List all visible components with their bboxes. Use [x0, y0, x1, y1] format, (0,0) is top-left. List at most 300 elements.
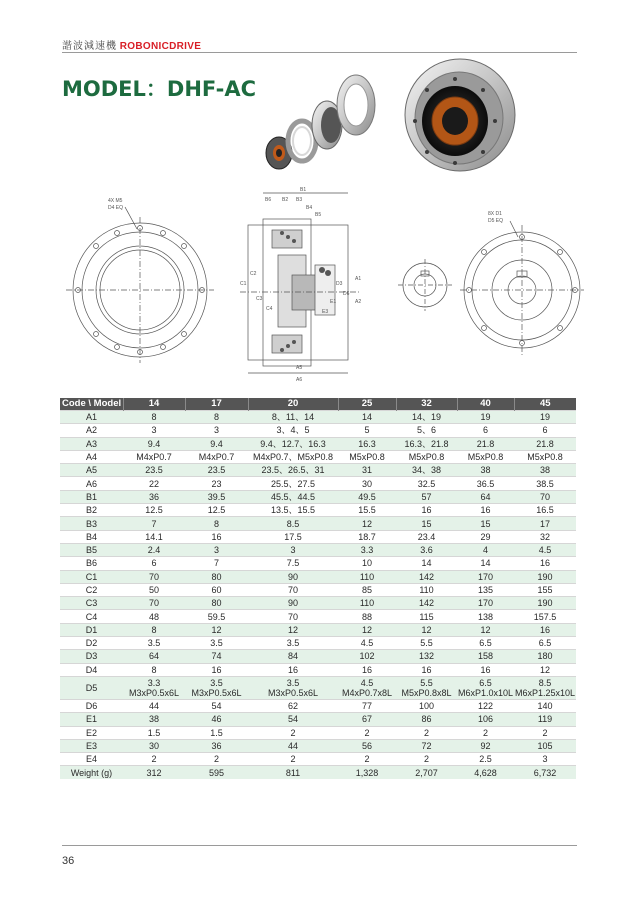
table-cell: 36.5 [457, 477, 514, 490]
table-cell: 32.5 [396, 477, 457, 490]
table-cell: 12.5 [123, 504, 185, 517]
row-label: D6 [60, 699, 123, 712]
front-view-left [66, 198, 214, 363]
table-cell: 31 [338, 464, 396, 477]
row-label: E1 [60, 713, 123, 726]
table-cell: 16.3、21.8 [396, 437, 457, 450]
table-cell: 1,328 [338, 766, 396, 779]
table-cell: M4xP0.7、M5xP0.8 [248, 450, 338, 463]
table-row [60, 543, 576, 556]
table-cell: 7.5 [248, 557, 338, 570]
table-cell: 3、4、5 [248, 424, 338, 437]
cell-line: 3.3 [147, 677, 161, 688]
table-cell: 3.5 [248, 637, 338, 650]
table-cell: 70 [248, 583, 338, 596]
table-cell: 17.5 [248, 530, 338, 543]
table-cell: 88 [338, 610, 396, 623]
cell-line: 3.5 [286, 677, 300, 688]
table-cell: 170 [457, 597, 514, 610]
table-cell: 21.8 [457, 437, 514, 450]
header-chinese-title: 諧波減速機 [62, 41, 117, 52]
table-cell: 16 [338, 663, 396, 676]
table-cell: 8 [123, 411, 185, 424]
table-cell [514, 676, 576, 699]
dim-label-c4: C4 [266, 306, 273, 312]
table-cell: 4 [457, 543, 514, 556]
table-cell: 16 [248, 663, 338, 676]
row-label: A5 [60, 464, 123, 477]
table-cell: 39.5 [185, 490, 248, 503]
cell-line: 8.5 [538, 677, 552, 688]
table-cell: 70 [123, 570, 185, 583]
table-cell: 56 [338, 739, 396, 752]
table-cell: 811 [248, 766, 338, 779]
table-cell: 6.5 [514, 637, 576, 650]
table-cell: 16 [514, 557, 576, 570]
table-cell: 16.5 [514, 504, 576, 517]
table-cell: 30 [338, 477, 396, 490]
table-cell: 36 [185, 739, 248, 752]
table-cell: 4.5 [338, 637, 396, 650]
table-cell: 170 [457, 570, 514, 583]
table-cell: 21.8 [514, 437, 576, 450]
table-cell: M4xP0.7 [123, 450, 185, 463]
header-model-14: 14 [123, 398, 185, 411]
dim-label-c3: C3 [256, 296, 263, 302]
dim-label-b5: B5 [315, 212, 322, 218]
table-row [60, 663, 576, 676]
table-cell: 44 [248, 739, 338, 752]
table-cell: 92 [457, 739, 514, 752]
table-cell: 3.5 [185, 637, 248, 650]
table-cell: M4xP0.7 [185, 450, 248, 463]
table-cell: 2 [185, 753, 248, 766]
table-row [60, 477, 576, 490]
table-cell: 72 [396, 739, 457, 752]
table-cell: 23.4 [396, 530, 457, 543]
table-row [60, 517, 576, 530]
brand-logo-text: ROBONICDRIVE [119, 41, 202, 52]
table-cell: 12 [248, 623, 338, 636]
table-cell: 14 [396, 557, 457, 570]
table-cell: 59.5 [185, 610, 248, 623]
table-cell: 34、38 [396, 464, 457, 477]
table-cell: 12 [185, 623, 248, 636]
table-cell: 3 [185, 424, 248, 437]
table-cell: 4,628 [457, 766, 514, 779]
table-row [60, 504, 576, 517]
table-cell: 84 [248, 650, 338, 663]
table-cell: 110 [396, 583, 457, 596]
table-cell: 135 [457, 583, 514, 596]
table-cell: 9.4 [185, 437, 248, 450]
row-label: B5 [60, 543, 123, 556]
row-label: D5 [60, 676, 123, 699]
table-row [60, 464, 576, 477]
front-left-label-2: D4 EQ [108, 205, 124, 211]
table-cell: 60 [185, 583, 248, 596]
table-cell: 119 [514, 713, 576, 726]
table-cell: 5、6 [396, 424, 457, 437]
table-cell: 36 [123, 490, 185, 503]
table-cell: 12 [457, 623, 514, 636]
table-cell: 132 [396, 650, 457, 663]
table-cell: 12 [396, 623, 457, 636]
side-section-view [240, 187, 361, 383]
header-model-32: 32 [396, 398, 457, 411]
table-cell: 13.5、15.5 [248, 504, 338, 517]
table-row [60, 583, 576, 596]
table-cell: 110 [338, 597, 396, 610]
table-cell: 2.4 [123, 543, 185, 556]
table-cell: 110 [338, 570, 396, 583]
table-cell: 85 [338, 583, 396, 596]
dim-label-b6: B6 [265, 197, 272, 203]
product-render [255, 55, 537, 175]
table-cell: 12 [514, 663, 576, 676]
table-cell: 9.4 [123, 437, 185, 450]
dim-label-a1: A1 [355, 276, 362, 282]
table-cell: 23.5 [123, 464, 185, 477]
table-cell: 2.5 [457, 753, 514, 766]
table-cell: 18.7 [338, 530, 396, 543]
table-cell: 14 [338, 411, 396, 424]
table-cell: 15 [396, 517, 457, 530]
table-cell: 140 [514, 699, 576, 712]
cell-line: M6xP1.25x10L [514, 687, 576, 698]
row-label: B2 [60, 504, 123, 517]
table-cell: 38 [514, 464, 576, 477]
front-right-label-2: D5 EQ [488, 218, 504, 224]
table-cell: 105 [514, 739, 576, 752]
table-cell [338, 676, 396, 699]
table-row [60, 450, 576, 463]
table-cell: 3 [185, 543, 248, 556]
dim-label-d6: D6 [343, 291, 350, 297]
table-cell: 595 [185, 766, 248, 779]
table-cell: 115 [396, 610, 457, 623]
table-row [60, 650, 576, 663]
dim-label-b1: B1 [300, 187, 307, 193]
dim-label-a5: A5 [296, 365, 303, 371]
row-label: C1 [60, 570, 123, 583]
row-label: D2 [60, 637, 123, 650]
header-model-25: 25 [338, 398, 396, 411]
table-cell: 23 [185, 477, 248, 490]
table-cell: 62 [248, 699, 338, 712]
spec-table-header [60, 398, 576, 411]
table-row [60, 623, 576, 636]
table-cell [396, 676, 457, 699]
table-row [60, 726, 576, 739]
row-label: A3 [60, 437, 123, 450]
row-label: E2 [60, 726, 123, 739]
table-row [60, 637, 576, 650]
table-cell: 14 [457, 557, 514, 570]
table-cell: 6.5 [457, 637, 514, 650]
table-cell [123, 676, 185, 699]
table-cell: 3 [248, 543, 338, 556]
row-label: E4 [60, 753, 123, 766]
table-cell: 30 [123, 739, 185, 752]
row-label: C3 [60, 597, 123, 610]
row-label: E3 [60, 739, 123, 752]
table-cell: 2 [248, 726, 338, 739]
front-right-label-1: 8X D1 [488, 211, 502, 217]
table-cell: 2,707 [396, 766, 457, 779]
table-cell: 8 [185, 517, 248, 530]
table-cell: 8 [123, 623, 185, 636]
table-cell: 16 [514, 623, 576, 636]
table-cell: 70 [123, 597, 185, 610]
table-cell: 45.5、44.5 [248, 490, 338, 503]
row-label: B4 [60, 530, 123, 543]
table-cell: 64 [457, 490, 514, 503]
table-cell: 3.6 [396, 543, 457, 556]
cell-line: M3xP0.5x6L [128, 687, 180, 698]
table-cell: 158 [457, 650, 514, 663]
row-label: A6 [60, 477, 123, 490]
table-cell: 23.5、26.5、31 [248, 464, 338, 477]
row-label: A4 [60, 450, 123, 463]
table-cell: 16 [457, 504, 514, 517]
table-cell: 7 [123, 517, 185, 530]
table-cell: 190 [514, 570, 576, 583]
table-cell: 32 [514, 530, 576, 543]
table-cell [248, 676, 338, 699]
table-cell: 70 [514, 490, 576, 503]
front-view-right [460, 211, 584, 355]
table-row [60, 424, 576, 437]
row-label: A2 [60, 424, 123, 437]
table-cell: 8 [185, 411, 248, 424]
table-row [60, 437, 576, 450]
table-cell: M5xP0.8 [514, 450, 576, 463]
table-cell: 1.5 [185, 726, 248, 739]
table-cell: 102 [338, 650, 396, 663]
table-row [60, 490, 576, 503]
table-cell: 17 [514, 517, 576, 530]
table-cell: 10 [338, 557, 396, 570]
table-cell: 180 [514, 650, 576, 663]
cell-line: M5xP0.8x8L [401, 687, 452, 698]
cell-line: M4xP0.7x8L [341, 687, 393, 698]
table-row [60, 766, 576, 779]
table-cell: 86 [396, 713, 457, 726]
hub-end-view [398, 259, 452, 311]
table-cell: 138 [457, 610, 514, 623]
table-cell: 7 [185, 557, 248, 570]
table-cell: 38.5 [514, 477, 576, 490]
cell-line: 5.5 [420, 677, 433, 688]
page-header [62, 37, 201, 51]
row-label: D4 [60, 663, 123, 676]
table-cell: 3.5 [123, 637, 185, 650]
row-label: C4 [60, 610, 123, 623]
table-cell: 74 [185, 650, 248, 663]
assembled-unit-icon [405, 59, 515, 171]
table-cell: 8、11、14 [248, 411, 338, 424]
table-cell: M5xP0.8 [396, 450, 457, 463]
cell-line: M3xP0.5x6L [267, 687, 319, 698]
table-cell: 70 [248, 610, 338, 623]
page-title: MODEL：DHF-AC [62, 77, 256, 101]
dim-label-a6: A6 [296, 377, 303, 383]
table-row [60, 676, 576, 699]
table-cell: 29 [457, 530, 514, 543]
table-cell: 190 [514, 597, 576, 610]
row-label: D3 [60, 650, 123, 663]
table-cell: 12 [338, 623, 396, 636]
table-cell: 16 [185, 530, 248, 543]
table-cell: 142 [396, 597, 457, 610]
table-cell [185, 676, 248, 699]
table-cell: 54 [248, 713, 338, 726]
table-cell: 15 [457, 517, 514, 530]
table-cell: 38 [123, 713, 185, 726]
table-cell: 25.5、27.5 [248, 477, 338, 490]
table-cell: 44 [123, 699, 185, 712]
table-cell: 2 [248, 753, 338, 766]
row-label: B3 [60, 517, 123, 530]
table-cell: 2 [338, 753, 396, 766]
table-row [60, 739, 576, 752]
row-label: Weight (g) [60, 766, 123, 779]
table-row [60, 610, 576, 623]
table-cell: 2 [338, 726, 396, 739]
table-cell: 142 [396, 570, 457, 583]
table-cell: 106 [457, 713, 514, 726]
dim-label-e1: E1 [330, 299, 337, 305]
header-model-20: 20 [248, 398, 338, 411]
table-cell: 5 [338, 424, 396, 437]
table-cell: 2 [123, 753, 185, 766]
dim-label-b2: B2 [282, 197, 289, 203]
technical-drawings [60, 185, 585, 385]
table-cell: 23.5 [185, 464, 248, 477]
table-cell: 6,732 [514, 766, 576, 779]
dim-label-c1: C1 [240, 281, 247, 287]
table-cell: 3.3 [338, 543, 396, 556]
table-cell: 77 [338, 699, 396, 712]
table-cell: 80 [185, 597, 248, 610]
dim-label-a2: A2 [355, 299, 362, 305]
header-code-model: Code \ Model [62, 398, 122, 409]
table-cell: 155 [514, 583, 576, 596]
table-cell: 19 [514, 411, 576, 424]
row-label: A1 [60, 411, 123, 424]
row-label: B6 [60, 557, 123, 570]
table-cell: 12 [338, 517, 396, 530]
table-cell: 90 [248, 597, 338, 610]
table-cell: 90 [248, 570, 338, 583]
table-cell: 48 [123, 610, 185, 623]
table-cell: 14.1 [123, 530, 185, 543]
table-row [60, 530, 576, 543]
table-cell: 3 [123, 424, 185, 437]
table-row [60, 699, 576, 712]
table-cell: M5xP0.8 [338, 450, 396, 463]
table-cell: 9.4、12.7、16.3 [248, 437, 338, 450]
cell-line: M3xP0.5x6L [191, 687, 242, 698]
cell-line: 3.5 [210, 677, 223, 688]
table-cell: 3 [514, 753, 576, 766]
table-cell: 16 [457, 663, 514, 676]
table-row [60, 753, 576, 766]
table-cell: 19 [457, 411, 514, 424]
table-cell: 80 [185, 570, 248, 583]
cell-line: 6.5 [479, 677, 492, 688]
table-cell: 1.5 [123, 726, 185, 739]
table-row [60, 570, 576, 583]
table-row [60, 713, 576, 726]
table-cell: 2 [396, 753, 457, 766]
row-label: B1 [60, 490, 123, 503]
table-cell: 8 [123, 663, 185, 676]
table-cell: 5.5 [396, 637, 457, 650]
table-cell: M5xP0.8 [457, 450, 514, 463]
header-divider [62, 52, 577, 53]
table-cell: 6 [123, 557, 185, 570]
table-cell: 49.5 [338, 490, 396, 503]
table-cell: 64 [123, 650, 185, 663]
table-cell: 2 [514, 726, 576, 739]
table-cell: 2 [396, 726, 457, 739]
table-cell: 16.3 [338, 437, 396, 450]
table-cell: 46 [185, 713, 248, 726]
spec-table [60, 398, 576, 779]
table-cell: 16 [396, 504, 457, 517]
table-row [60, 597, 576, 610]
dim-label-e3: E3 [322, 309, 329, 315]
header-model-45: 45 [514, 398, 576, 411]
table-cell: 312 [123, 766, 185, 779]
table-row [60, 557, 576, 570]
spec-table-body [60, 411, 576, 779]
table-cell: 16 [185, 663, 248, 676]
table-cell: 6 [514, 424, 576, 437]
table-cell: 54 [185, 699, 248, 712]
dim-label-c2: C2 [250, 271, 257, 277]
cell-line: 4.5 [360, 677, 374, 688]
table-cell: 67 [338, 713, 396, 726]
table-cell: 16 [396, 663, 457, 676]
front-left-label-1: 4X M5 [108, 198, 123, 204]
table-cell: 50 [123, 583, 185, 596]
row-label: D1 [60, 623, 123, 636]
header-model-40: 40 [457, 398, 514, 411]
table-cell: 15.5 [338, 504, 396, 517]
page-number: 36 [62, 855, 75, 867]
table-cell [457, 676, 514, 699]
dim-label-b4: B4 [306, 205, 313, 211]
table-cell: 6 [457, 424, 514, 437]
table-row [60, 411, 576, 424]
table-cell: 122 [457, 699, 514, 712]
table-cell: 157.5 [514, 610, 576, 623]
table-cell: 38 [457, 464, 514, 477]
dim-label-b3: B3 [296, 197, 303, 203]
row-label: C2 [60, 583, 123, 596]
table-cell: 14、19 [396, 411, 457, 424]
table-cell: 12.5 [185, 504, 248, 517]
table-cell: 4.5 [514, 543, 576, 556]
exploded-circular-spline-icon [337, 75, 375, 135]
table-cell: 22 [123, 477, 185, 490]
table-cell: 2 [457, 726, 514, 739]
table-cell: 100 [396, 699, 457, 712]
table-cell: 57 [396, 490, 457, 503]
